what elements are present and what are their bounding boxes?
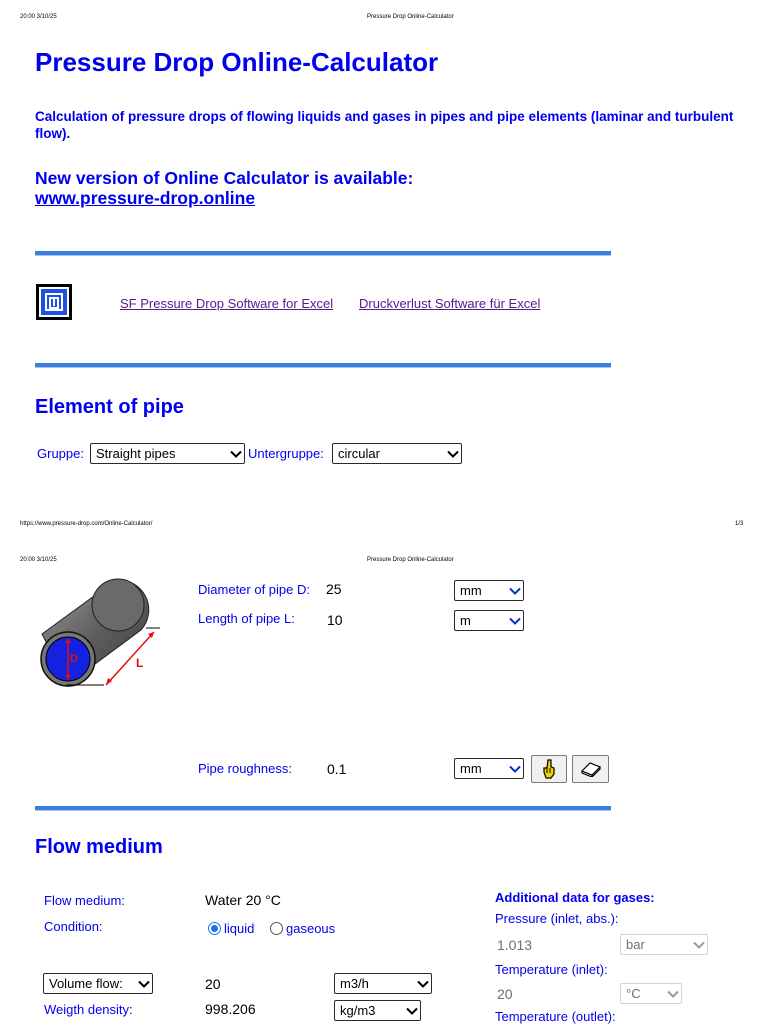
- print-doc-title: Pressure Drop Online-Calculator: [367, 14, 454, 20]
- chevron-down-icon: [415, 974, 431, 993]
- divider: [35, 251, 611, 255]
- flow-medium-label: Flow medium:: [44, 893, 125, 908]
- flow-value[interactable]: 20: [205, 976, 221, 992]
- chevron-down-icon: [691, 935, 707, 954]
- gas-data-heading: Additional data for gases:: [495, 890, 655, 905]
- length-unit-value: m: [460, 613, 471, 628]
- density-label: Weigth density:: [44, 1002, 133, 1017]
- temperature-unit-value: °C: [626, 986, 641, 1001]
- flow-type-value: Volume flow:: [49, 976, 123, 991]
- diameter-unit-select[interactable]: [454, 580, 524, 601]
- roughness-unit-value: mm: [460, 761, 482, 776]
- divider: [35, 806, 611, 810]
- pressure-unit-value: bar: [626, 937, 645, 952]
- roughness-label: Pipe roughness:: [198, 761, 292, 776]
- diameter-unit-value: mm: [460, 583, 482, 598]
- condition-liquid-option[interactable]: [208, 921, 254, 936]
- length-value[interactable]: 10: [327, 612, 343, 628]
- length-unit-select[interactable]: [454, 610, 524, 631]
- temperature-inlet-label: Temperature (inlet):: [495, 962, 608, 977]
- flow-medium-heading: Flow medium: [35, 836, 163, 858]
- print-page-number: 1/3: [735, 521, 744, 527]
- print-datetime: 20:00 3/10/25: [20, 557, 57, 563]
- book-icon: [580, 761, 602, 777]
- radio-unchecked-icon[interactable]: [270, 922, 283, 935]
- new-version-link[interactable]: www.pressure-drop.online: [35, 188, 256, 208]
- untergruppe-select[interactable]: [332, 443, 462, 464]
- print-doc-title: Pressure Drop Online-Calculator: [367, 557, 454, 563]
- pipe-diagram: [36, 572, 166, 692]
- flow-type-select[interactable]: [43, 973, 153, 994]
- chevron-down-icon: [228, 444, 244, 463]
- pressure-unit-select[interactable]: [620, 934, 708, 955]
- untergruppe-label: Untergruppe:: [248, 446, 324, 461]
- chevron-down-icon: [404, 1001, 420, 1020]
- density-value[interactable]: 998.206: [205, 1001, 256, 1017]
- condition-gaseous-label: gaseous: [286, 921, 336, 936]
- condition-liquid-label: liquid: [224, 921, 255, 936]
- diameter-label: Diameter of pipe D:: [198, 582, 310, 597]
- software-excel-link[interactable]: SF Pressure Drop Software for Excel: [120, 296, 334, 311]
- flow-unit-select[interactable]: [334, 973, 432, 994]
- gruppe-select-value: Straight pipes: [96, 446, 176, 461]
- chevron-down-icon: [445, 444, 461, 463]
- chevron-down-icon: [507, 581, 523, 600]
- density-unit-select[interactable]: [334, 1000, 421, 1021]
- roughness-help-button[interactable]: [531, 755, 567, 783]
- divider: [35, 363, 611, 367]
- roughness-table-button[interactable]: [572, 755, 609, 783]
- pressure-inlet-value[interactable]: 1.013: [497, 937, 533, 953]
- pressure-inlet-label: Pressure (inlet, abs.):: [495, 911, 619, 926]
- print-url: https://www.pressure-drop.com/Online-Calculator/: [20, 521, 153, 527]
- length-label: Length of pipe L:: [198, 611, 295, 626]
- diameter-marker-label: D: [70, 653, 78, 665]
- condition-label: Condition:: [44, 919, 103, 934]
- diameter-value[interactable]: 25: [326, 581, 342, 597]
- chevron-down-icon: [507, 611, 523, 630]
- chevron-down-icon: [136, 974, 152, 993]
- length-marker-label: L: [136, 656, 144, 670]
- radio-checked-icon[interactable]: [208, 922, 221, 935]
- roughness-unit-select[interactable]: [454, 758, 524, 779]
- print-datetime: 20:00 3/10/25: [20, 14, 57, 20]
- gruppe-label: Gruppe:: [37, 446, 84, 461]
- new-version-notice: [35, 168, 413, 208]
- density-unit-value: kg/m3: [340, 1003, 376, 1018]
- page-title: Pressure Drop Online-Calculator: [35, 47, 439, 77]
- temperature-outlet-label: Temperature (outlet):: [495, 1009, 616, 1024]
- intro-text: Calculation of pressure drops of flowing liquids and gases in pipes and pipe elements (laminar and turbulent flow).: [35, 109, 734, 141]
- chevron-down-icon: [665, 984, 681, 1003]
- flow-unit-value: m3/h: [340, 976, 369, 991]
- flow-medium-value[interactable]: Water 20 °C: [205, 892, 281, 908]
- untergruppe-select-value: circular: [338, 446, 380, 461]
- pointing-hand-icon: [542, 759, 556, 779]
- gruppe-select[interactable]: [90, 443, 245, 464]
- druckverlust-software-link[interactable]: Druckverlust Software für Excel: [359, 296, 541, 311]
- temperature-inlet-value[interactable]: 20: [497, 986, 513, 1002]
- roughness-value[interactable]: 0.1: [327, 761, 347, 777]
- condition-gaseous-option[interactable]: [270, 921, 335, 936]
- element-of-pipe-heading: Element of pipe: [35, 396, 184, 418]
- new-version-text: New version of Online Calculator is available:: [35, 168, 414, 188]
- temperature-unit-select[interactable]: [620, 983, 682, 1004]
- chevron-down-icon: [507, 759, 523, 778]
- software-logo-icon[interactable]: [36, 284, 72, 320]
